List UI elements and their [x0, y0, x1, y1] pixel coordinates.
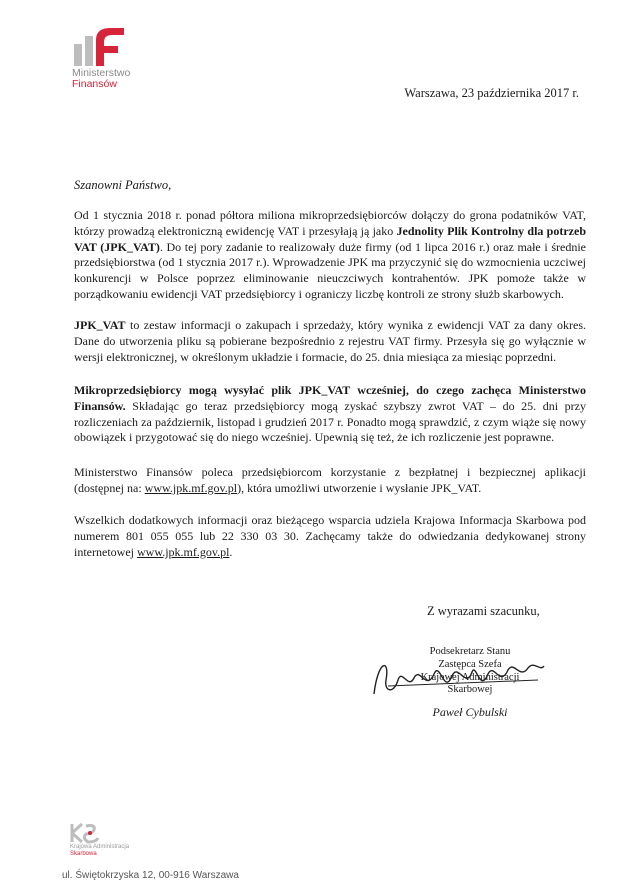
mf-logo-icon — [72, 26, 128, 68]
letter-date: Warszawa, 23 października 2017 r. — [404, 86, 579, 100]
mf-logo — [72, 26, 162, 96]
signatory-name: Paweł Cybulski — [432, 705, 508, 719]
closing-phrase: Z wyrazami szacunku, — [427, 604, 540, 618]
jpk-website-link[interactable]: www.jpk.mf.gov.pl — [144, 480, 238, 495]
salutation: Szanowni Państwo, — [74, 178, 172, 192]
paragraph-4-text-a: Ministerstwo Finansów poleca przedsiębiorcom korzystanie z bezpłatnej i bezpiecznej aplikacji (dostępnej na: — [74, 465, 586, 495]
kas-logo — [70, 822, 180, 862]
paragraph-2-text: to zestaw informacji o zakupach i sprzedaży, który wynika z ewidencji VAT za dany okres. Dane do utworzenia pliku są pobierane bezpośrednio z rejestru VAT firmy. Przesyła się go wyłącznie w wersji elektronicznej, w określonym układzie i formacie, do 25. dnia miesiąca za miesiąc poprzedni. — [74, 318, 586, 364]
paragraph-3-bold: Mikroprzedsiębiorcy mogą wysyłać plik JPK_VAT wcześniej, do czego zachęca Ministerstwo Finansów. — [74, 383, 586, 413]
paragraph-4 — [74, 465, 586, 497]
logo-line-ministerstwo: Ministerstwo — [72, 67, 131, 79]
paragraph-3 — [74, 383, 586, 446]
paragraph-4-text-b: ), która umożliwi utworzenie i wysłanie JPK_VAT. — [237, 480, 482, 495]
signatory-title-1: Podsekretarz Stanu — [429, 646, 511, 657]
paragraph-2 — [74, 318, 586, 365]
paragraph-1-text-a: Od 1 stycznia 2018 r. ponad półtora miliona mikroprzedsiębiorców dołączy do grona podatników VAT, którzy prowadzą elektroniczną ewidencję VAT i przesyłają ją jako — [74, 208, 586, 238]
footer-address: ul. Świętokrzyska 12, 00-916 Warszawa — [62, 870, 239, 881]
kas-logo-line-2: Skarbowa — [70, 851, 97, 857]
paragraph-3-text: Składając go teraz przedsiębiorcy mogą zyskać szybszy zwrot VAT – do 25. dni przy rozliczeniach za październik, listopad i grudzień 2017 r. Ponadto mogą sprawdzić, z czym wiąże się nowy obowiązek i przygotować się do niego wcześniej. Upewnią się też, że ich rozliczenie jest poprawne. — [74, 398, 586, 445]
jpk-website-link-2[interactable]: www.jpk.mf.gov.pl — [136, 544, 230, 559]
signatory-title-3: Krajowej Administracji Skarbowej — [420, 672, 520, 695]
paragraph-1-bold: Jednolity Plik Kontrolny dla potrzeb VAT (JPK_VAT) — [74, 223, 586, 254]
logo-line-finansow: Finansów — [72, 78, 117, 90]
signatory-title-2: Zastępca Szefa — [438, 659, 502, 670]
paragraph-1 — [74, 208, 586, 303]
paragraph-1-text-b: . Do tej pory zadanie to realizowały duże firmy (od 1 lipca 2016 r.) oraz małe i średnie przedsiębiorstwa (od 1 stycznia 2017 r.). Wprowadzenie JPK ma przyczynić się do wzmocnienia uczciwej konkurencji w Polsce poprzez eliminowanie nieuczciwych kontrahentów. JPK pomoże także w porządkowaniu ewidencji VAT przedsiębiorcy i ograniczy liczbę kontroli ze strony służb skarbowych. — [74, 239, 586, 301]
handwritten-signature — [368, 650, 548, 710]
paragraph-5-text-a: Wszelkich dodatkowych informacji oraz bieżącego wsparcia udziela Krajowa Informacja Skarbowa pod numerem 801 055 055 lub 22 330 03 30. Zachęcamy także do odwiedzania dedykowanej strony internetowej — [74, 513, 586, 559]
paragraph-5 — [74, 513, 586, 560]
paragraph-5-text-b: . — [229, 544, 233, 559]
paragraph-2-bold: JPK_VAT — [74, 318, 126, 332]
kas-logo-icon — [70, 822, 100, 844]
kas-logo-line-1: Krajowa Administracja — [70, 844, 130, 850]
